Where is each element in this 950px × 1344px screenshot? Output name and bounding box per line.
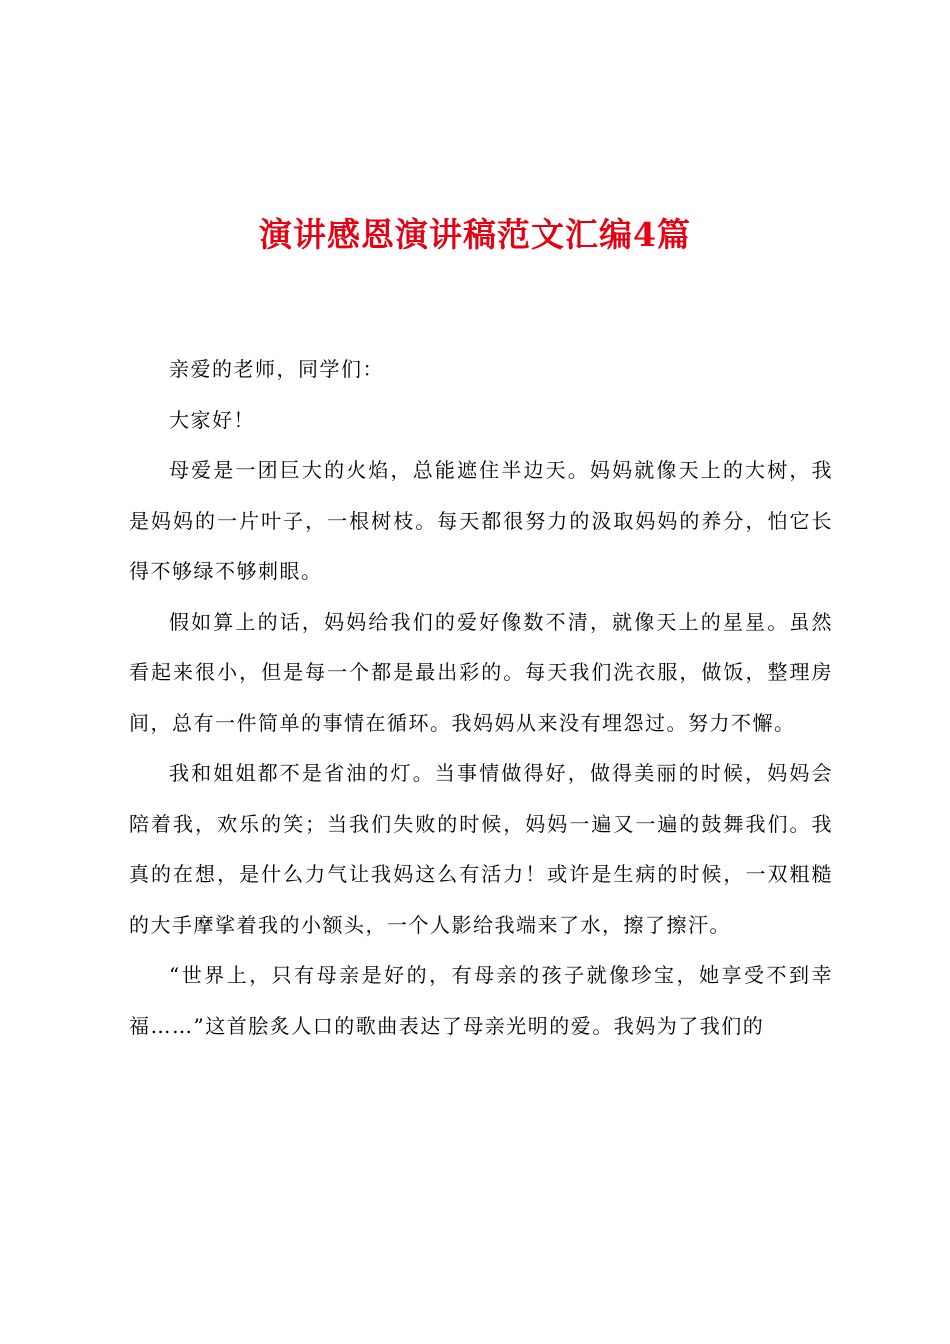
paragraph-sister: 我和姐姐都不是省油的灯。当事情做得好，做得美丽的时候，妈妈会陪着我，欢乐的笑；当我们失败的时候，妈妈一遍又一遍的鼓舞我们。我真的在想，是什么力气让我妈这么有活力！或许是生病的时候，一双粗糙的大手摩挲着我的小额头，一个人影给我端来了水，擦了擦汗。 [129,761,833,937]
document-body [129,344,833,1051]
paragraph-song: “世界上，只有母亲是好的，有母亲的孩子就像珍宝，她享受不到幸福……”这首脍炙人口的歌曲表达了母亲光明的爱。我妈为了我们的 [129,963,833,1038]
document-title: 演讲感恩演讲稿范文汇编4篇 [259,215,691,254]
paragraph-greeting: 亲爱的老师，同学们： [169,357,384,381]
paragraph-mother-love: 母爱是一团巨大的火焰，总能遮住半边天。妈妈就像天上的大树，我是妈妈的一片叶子，一根树枝。每天都很努力的汲取妈妈的养分，怕它长得不够绿不够刺眼。 [129,458,833,583]
paragraph-hello: 大家好！ [169,407,255,432]
paragraph-countless-love: 假如算上的话，妈妈给我们的爱好像数不清，就像天上的星星。虽然看起来很小，但是每一个都是最出彩的。每天我们洗衣服，做饭，整理房间，总有一件简单的事情在循环。我妈妈从来没有埋怨过。努力不懈。 [129,609,833,735]
